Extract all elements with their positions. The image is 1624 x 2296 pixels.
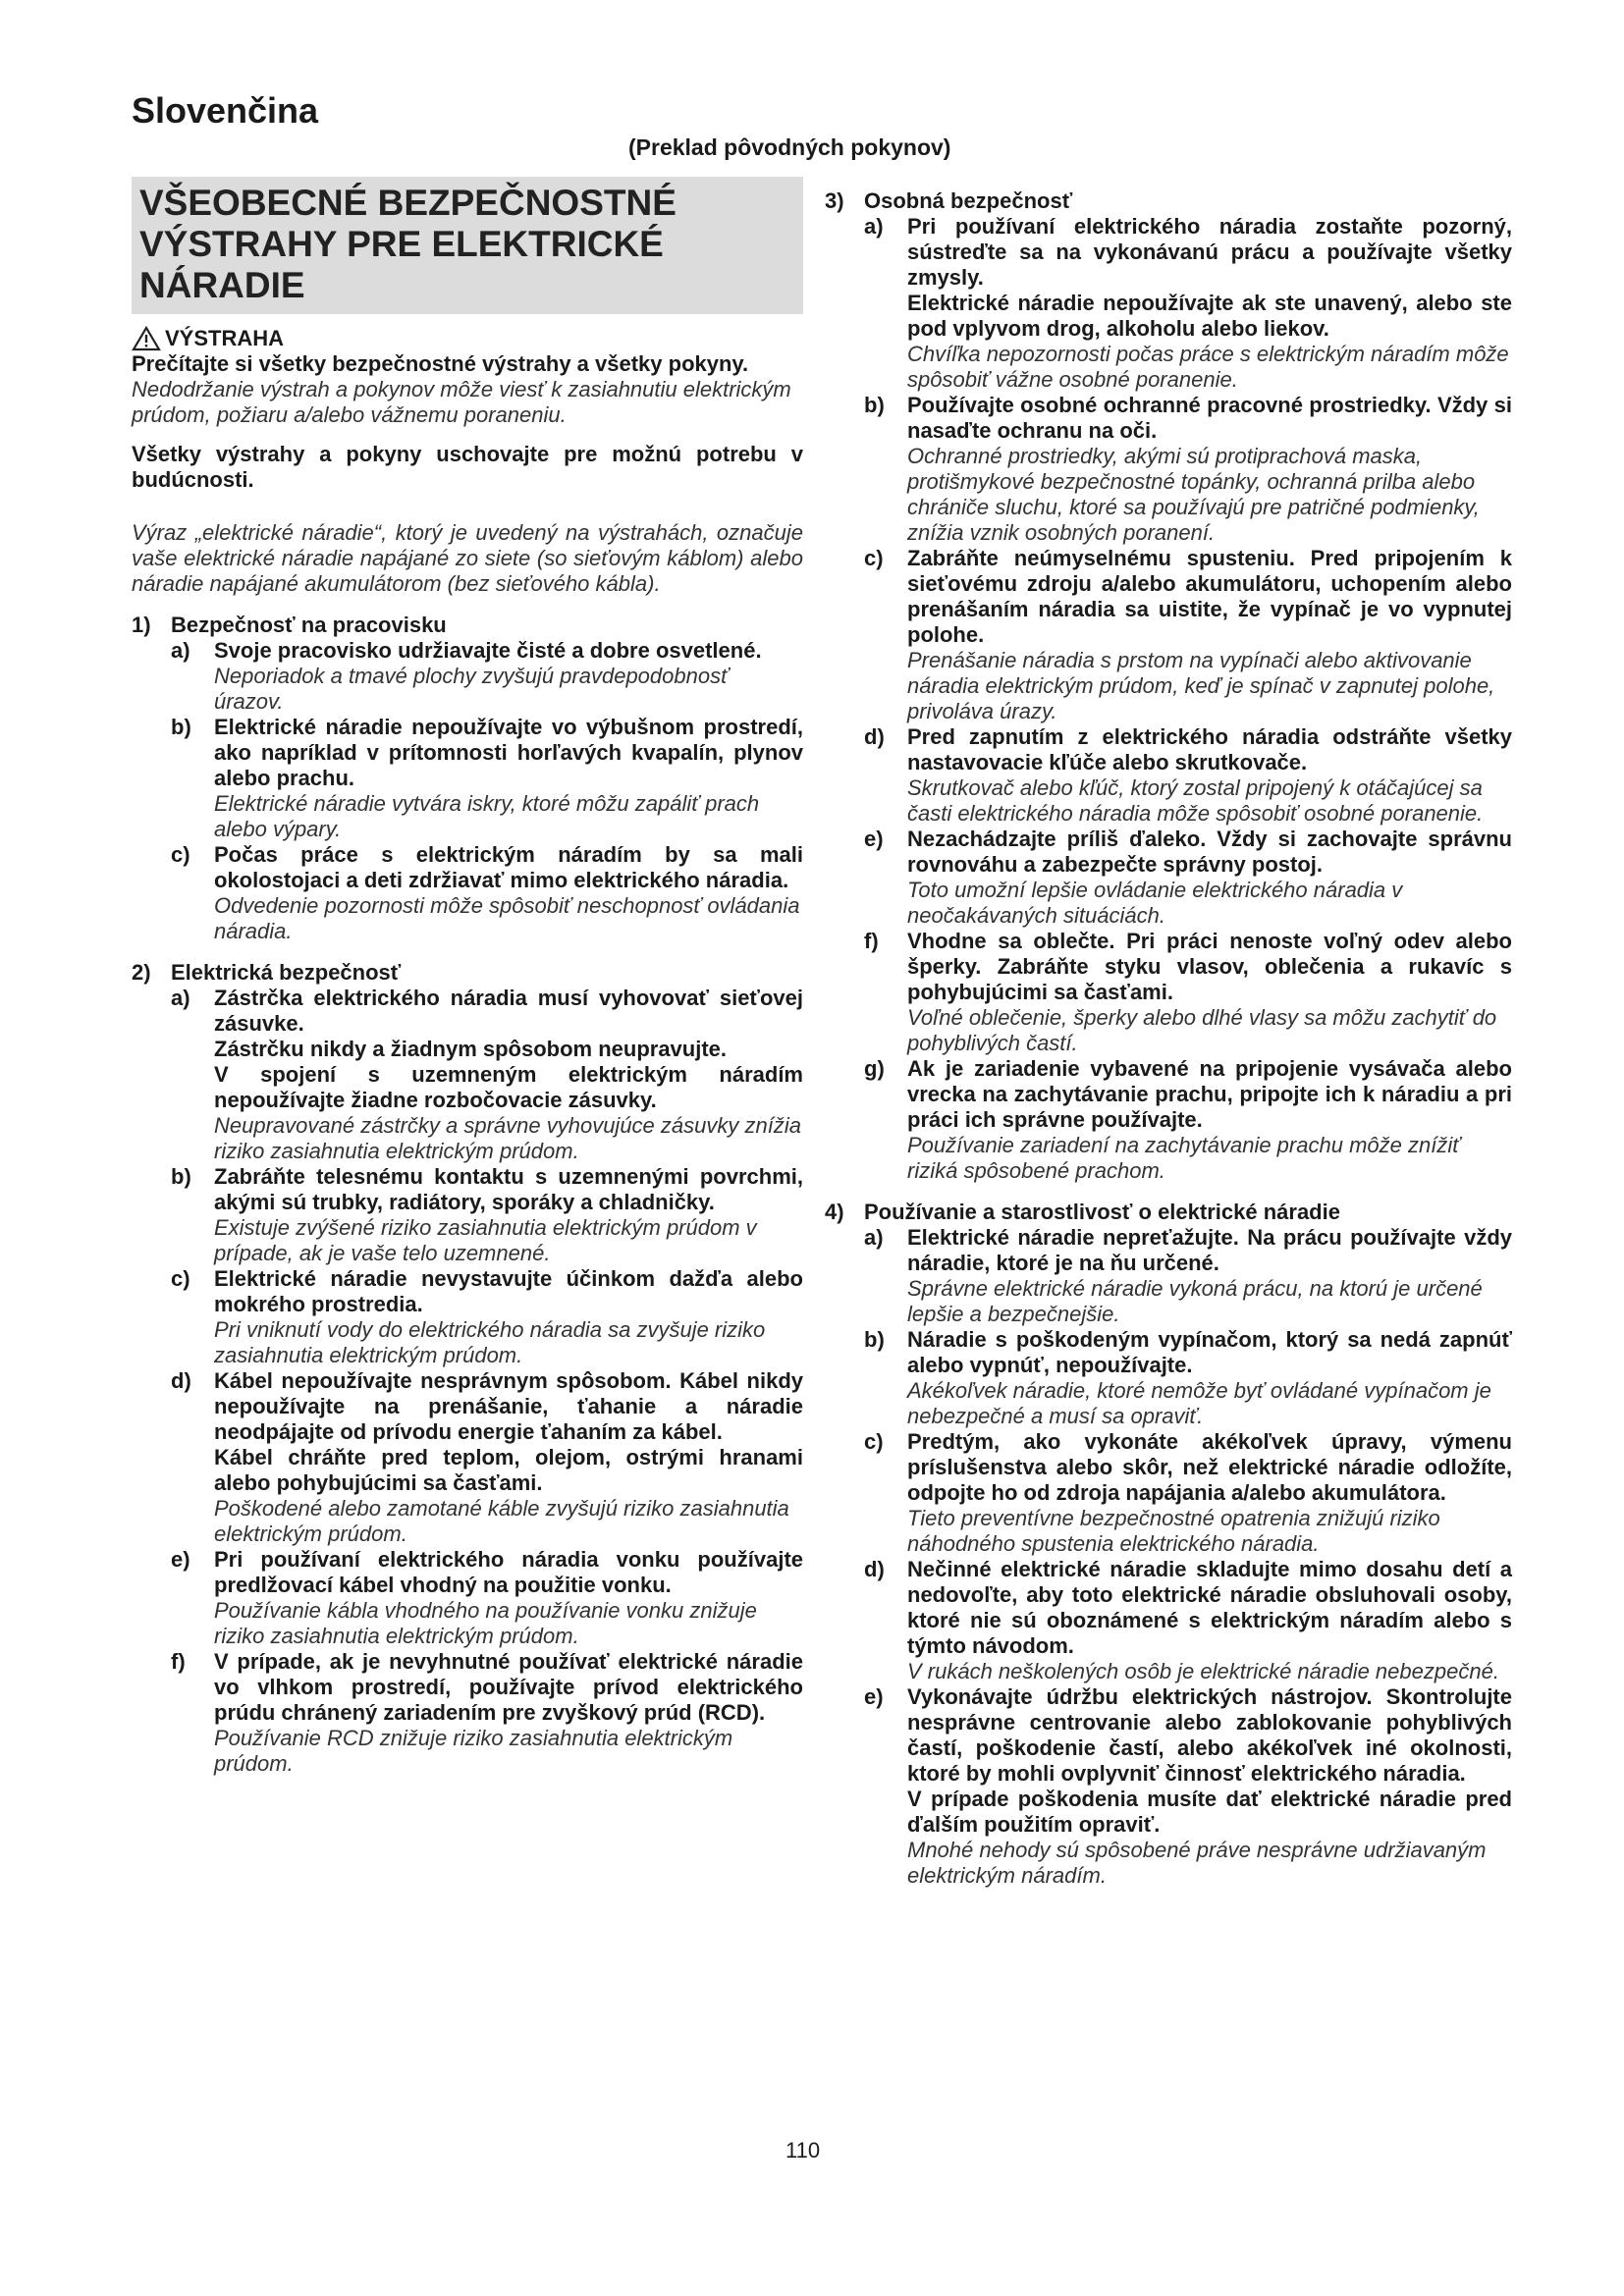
- item-instruction: Elektrické náradie nevystavujte účinkom dažďa alebo mokrého prostredia.: [214, 1266, 803, 1316]
- item-instruction: Pri používaní elektrického náradia zostaňte pozorný, sústreďte sa na vykonávanú prácu a používajte všetky zmysly.: [907, 214, 1512, 290]
- section-title: Osobná bezpečnosť: [864, 188, 1073, 213]
- item-marker: c): [864, 1429, 884, 1454]
- item-marker: e): [171, 1547, 190, 1572]
- translation-subtitle: (Preklad pôvodných pokynov): [628, 134, 951, 160]
- item-explanation: Voľné oblečenie, šperky alebo dlhé vlasy sa môžu zachytiť do pohyblivých častí.: [907, 1005, 1497, 1055]
- section-heading: [132, 960, 803, 986]
- item-explanation: Používanie RCD znižuje riziko zasiahnutia elektrickým prúdom.: [214, 1726, 733, 1776]
- list-item: [825, 1225, 1512, 1327]
- item-marker: a): [864, 1225, 884, 1250]
- list-item: [132, 1368, 803, 1547]
- warning-keep: Všetky výstrahy a pokyny uschovajte pre možnú potrebu v budúcnosti.: [132, 442, 803, 492]
- list-item: [132, 1547, 803, 1649]
- item-instruction: Elektrické náradie nepreťažujte. Na prácu používajte vždy náradie, ktoré je na ňu určené.: [907, 1225, 1512, 1275]
- item-instruction: Kábel nepoužívajte nesprávnym spôsobom. Kábel nikdy nepoužívajte na prenášanie, ťahanie a náradie neodpájajte od prívodu energie ťahaním za kábel.: [214, 1368, 803, 1444]
- item-marker: b): [864, 393, 885, 417]
- item-instruction: Počas práce s elektrickým náradím by sa mali okolostojaci a deti zdržiavať mimo elektrického náradia.: [214, 842, 803, 892]
- item-instruction: Zabráňte neúmyselnému spusteniu. Pred pripojením k sieťovému zdroju a/alebo akumulátoru, uchopením alebo prenášaním náradia sa uistite, že vypínač je vo vypnutej polohe.: [907, 546, 1512, 647]
- list-item: [825, 1327, 1512, 1429]
- item-marker: c): [864, 546, 884, 570]
- item-explanation: Neupravované zástrčky a správne vyhovujúce zásuvky znížia riziko zasiahnutia elektrickým prúdom.: [214, 1113, 801, 1163]
- list-item: [132, 1266, 803, 1368]
- item-marker: e): [864, 827, 884, 851]
- item-explanation: Toto umožní lepšie ovládanie elektrického náradia v neočakávaných situáciách.: [907, 878, 1403, 928]
- item-marker: c): [171, 842, 190, 867]
- item-explanation: Chvíľka nepozornosti počas práce s elektrickým náradím môže spôsobiť vážne osobné poranenie.: [907, 342, 1509, 392]
- left-sections: [132, 613, 803, 1777]
- item-explanation: Skrutkovač alebo kľúč, ktorý zostal pripojený k otáčajúcej sa časti elektrického náradia môže spôsobiť osobné poranenie.: [907, 775, 1484, 826]
- list-item: [132, 638, 803, 715]
- item-marker: f): [171, 1649, 186, 1674]
- list-item: [825, 1684, 1512, 1889]
- item-marker: d): [864, 1557, 885, 1581]
- item-instruction: V prípade poškodenia musíte dať elektrické náradie pred ďalším použitím opraviť.: [907, 1787, 1512, 1837]
- section-title: Bezpečnosť na pracovisku: [171, 613, 447, 637]
- item-explanation: Akékoľvek náradie, ktoré nemôže byť ovládané vypínačom je nebezpečné a musí sa opraviť.: [907, 1378, 1491, 1428]
- item-marker: a): [864, 214, 884, 239]
- item-marker: b): [864, 1327, 885, 1352]
- item-explanation: Prenášanie náradia s prstom na vypínači alebo aktivovanie náradia elektrickým prúdom, keď je spínač v zapnutej polohe, privoláva úrazy.: [907, 648, 1495, 723]
- list-item: [132, 986, 803, 1164]
- item-instruction: Svoje pracovisko udržiavajte čisté a dobre osvetlené.: [214, 638, 762, 663]
- list-item: [825, 724, 1512, 827]
- item-explanation: Existuje zvýšené riziko zasiahnutia elektrickým prúdom v prípade, ak je vaše telo uzemnené.: [214, 1215, 757, 1265]
- right-column: [825, 173, 1512, 1889]
- item-instruction: Nečinné elektrické náradie skladujte mimo dosahu detí a nedovoľte, aby toto elektrické náradie obsluhovali osoby, ktoré nie sú oboznámené s elektrickým náradím alebo s týmto návodom.: [907, 1557, 1512, 1658]
- section-number: 2): [132, 960, 151, 985]
- list-item: [132, 1164, 803, 1266]
- item-instruction: Predtým, ako vykonáte akékoľvek úpravy, výmenu príslušenstva alebo skôr, než elektrické náradie odložíte, odpojte ho od zdroja napájania a/alebo akumulátora.: [907, 1429, 1512, 1505]
- list-item: [825, 1056, 1512, 1184]
- warning-label: VÝSTRAHA: [165, 326, 285, 350]
- section-number: 1): [132, 613, 151, 637]
- item-explanation: Neporiadok a tmavé plochy zvyšujú pravdepodobnosť úrazov.: [214, 664, 729, 714]
- section-heading: [825, 1200, 1512, 1225]
- warning-heading: [132, 326, 803, 351]
- item-explanation: Mnohé nehody sú spôsobené práve nesprávne udržiavaným elektrickým náradím.: [907, 1838, 1487, 1888]
- section-heading: [132, 613, 803, 638]
- item-explanation: Elektrické náradie vytvára iskry, ktoré môžu zapáliť prach alebo výpary.: [214, 791, 760, 841]
- item-explanation: Používanie kábla vhodného na používanie vonku znižuje riziko zasiahnutia elektrickým prúdom.: [214, 1598, 757, 1648]
- title-box: [132, 177, 803, 314]
- list-item: [825, 1557, 1512, 1684]
- left-column: [132, 177, 803, 1777]
- list-item: [825, 827, 1512, 929]
- list-item: [132, 715, 803, 842]
- title-line: VÝSTRAHY PRE ELEKTRICKÉ: [139, 224, 664, 264]
- item-marker: a): [171, 986, 190, 1010]
- term-definition: Výraz „elektrické náradie“, ktorý je uvedený na výstrahách, označuje vaše elektrické náradie napájané zo siete (so sieťovým káblom) alebo náradie napájané akumulátorom (bez sieťového kábla).: [132, 520, 803, 596]
- item-explanation: Používanie zariadení na zachytávanie prachu môže znížiť riziká spôsobené prachom.: [907, 1133, 1460, 1183]
- list-item: [132, 842, 803, 944]
- list-item: [825, 214, 1512, 393]
- item-explanation: Ochranné prostriedky, akými sú protiprachová maska, protišmykové bezpečnostné topánky, ochranná prilba alebo chrániče sluchu, ktoré sa používajú pre patričné podmienky, znížia vznik osobných poranení.: [907, 444, 1480, 545]
- item-instruction: Elektrické náradie nepoužívajte ak ste unavený, alebo ste pod vplyvom drog, alkoholu alebo liekov.: [907, 291, 1512, 341]
- item-instruction: Vykonávajte údržbu elektrických nástrojov. Skontrolujte nesprávne centrovanie alebo zablokovanie pohyblivých častí, poškodenie častí, alebo akékoľvek iné okolnosti, ktoré by mohli ovplyvniť činnosť elektrického náradia.: [907, 1684, 1512, 1786]
- right-sections: [825, 188, 1512, 1889]
- title-line: VŠEOBECNÉ BEZPEČNOSTNÉ: [139, 183, 677, 223]
- item-instruction: Ak je zariadenie vybavené na pripojenie vysávača alebo vrecka na zachytávanie prachu, pripojte ich k náradiu a pri práci ich správne používajte.: [907, 1056, 1512, 1132]
- item-instruction: V prípade, ak je nevyhnutné používať elektrické náradie vo vlhkom prostredí, používajte prívod elektrického prúdu chránený zariadením pre zvyškový prúd (RCD).: [214, 1649, 803, 1725]
- item-explanation: V rukách neškolených osôb je elektrické náradie nebezpečné.: [907, 1659, 1499, 1683]
- item-instruction: Používajte osobné ochranné pracovné prostriedky. Vždy si nasaďte ochranu na oči.: [907, 393, 1512, 443]
- item-instruction: Zástrčka elektrického náradia musí vyhovovať sieťovej zásuvke.: [214, 986, 803, 1036]
- item-instruction: Zástrčku nikdy a žiadnym spôsobom neupravujte.: [214, 1037, 728, 1061]
- section-number: 4): [825, 1200, 844, 1224]
- section-heading: [825, 188, 1512, 214]
- list-item: [825, 1429, 1512, 1557]
- item-instruction: Náradie s poškodeným vypínačom, ktorý sa nedá zapnúť alebo vypnúť, nepoužívajte.: [907, 1327, 1512, 1377]
- list-item: [825, 929, 1512, 1056]
- item-explanation: Správne elektrické náradie vykoná prácu, na ktorú je určené lepšie a bezpečnejšie.: [907, 1276, 1483, 1326]
- item-marker: b): [171, 715, 191, 739]
- warning-consequence: Nedodržanie výstrah a pokynov môže viesť k zasiahnutiu elektrickým prúdom, požiaru a/alebo vážnemu poraneniu.: [132, 377, 791, 427]
- item-instruction: Elektrické náradie nepoužívajte vo výbušnom prostredí, ako napríklad v prítomnosti horľavých kvapalín, plynov alebo prachu.: [214, 715, 803, 790]
- item-instruction: Kábel chráňte pred teplom, olejom, ostrými hranami alebo pohybujúcimi sa časťami.: [214, 1445, 803, 1495]
- item-instruction: Nezachádzajte príliš ďaleko. Vždy si zachovajte správnu rovnováhu a zabezpečte správny postoj.: [907, 827, 1512, 877]
- section-title: Elektrická bezpečnosť: [171, 960, 402, 985]
- item-marker: f): [864, 929, 879, 953]
- list-item: [825, 546, 1512, 724]
- item-explanation: Pri vniknutí vody do elektrického náradia sa zvyšuje riziko zasiahnutia elektrickým prúdom.: [214, 1317, 766, 1367]
- item-marker: d): [864, 724, 885, 749]
- item-instruction: Pred zapnutím z elektrického náradia odstráňte všetky nastavovacie kľúče alebo skrutkovače.: [907, 724, 1512, 774]
- section-number: 3): [825, 188, 844, 213]
- warning-read-all: Prečítajte si všetky bezpečnostné výstrahy a všetky pokyny.: [132, 351, 749, 376]
- item-instruction: V spojení s uzemneným elektrickým náradím nepoužívajte žiadne rozbočovacie zásuvky.: [214, 1062, 803, 1112]
- item-marker: d): [171, 1368, 191, 1393]
- item-explanation: Poškodené alebo zamotané káble zvyšujú riziko zasiahnutia elektrickým prúdom.: [214, 1496, 789, 1546]
- title-line: NÁRADIE: [139, 265, 305, 305]
- item-instruction: Zabráňte telesnému kontaktu s uzemnenými povrchmi, akými sú trubky, radiátory, sporáky a chladničky.: [214, 1164, 803, 1214]
- item-instruction: Pri používaní elektrického náradia vonku používajte predlžovací kábel vhodný na použitie vonku.: [214, 1547, 803, 1597]
- item-marker: b): [171, 1164, 191, 1189]
- item-explanation: Tieto preventívne bezpečnostné opatrenia znižujú riziko náhodného spustenia elektrického náradia.: [907, 1506, 1440, 1556]
- item-explanation: Odvedenie pozornosti môže spôsobiť neschopnosť ovládania náradia.: [214, 893, 800, 943]
- list-item: [132, 1649, 803, 1777]
- page-number: 110: [785, 2138, 821, 2163]
- item-marker: a): [171, 638, 190, 663]
- warning-triangle-icon: [132, 326, 161, 351]
- language-heading: Slovenčina: [132, 90, 319, 131]
- list-item: [825, 393, 1512, 546]
- item-marker: e): [864, 1684, 884, 1709]
- item-instruction: Vhodne sa oblečte. Pri práci nenoste voľný odev alebo šperky. Zabráňte styku vlasov, oblečenia a rukavíc s pohybujúcimi sa časťami.: [907, 929, 1512, 1004]
- item-marker: g): [864, 1056, 885, 1081]
- item-marker: c): [171, 1266, 190, 1291]
- section-title: Používanie a starostlivosť o elektrické náradie: [864, 1200, 1340, 1224]
